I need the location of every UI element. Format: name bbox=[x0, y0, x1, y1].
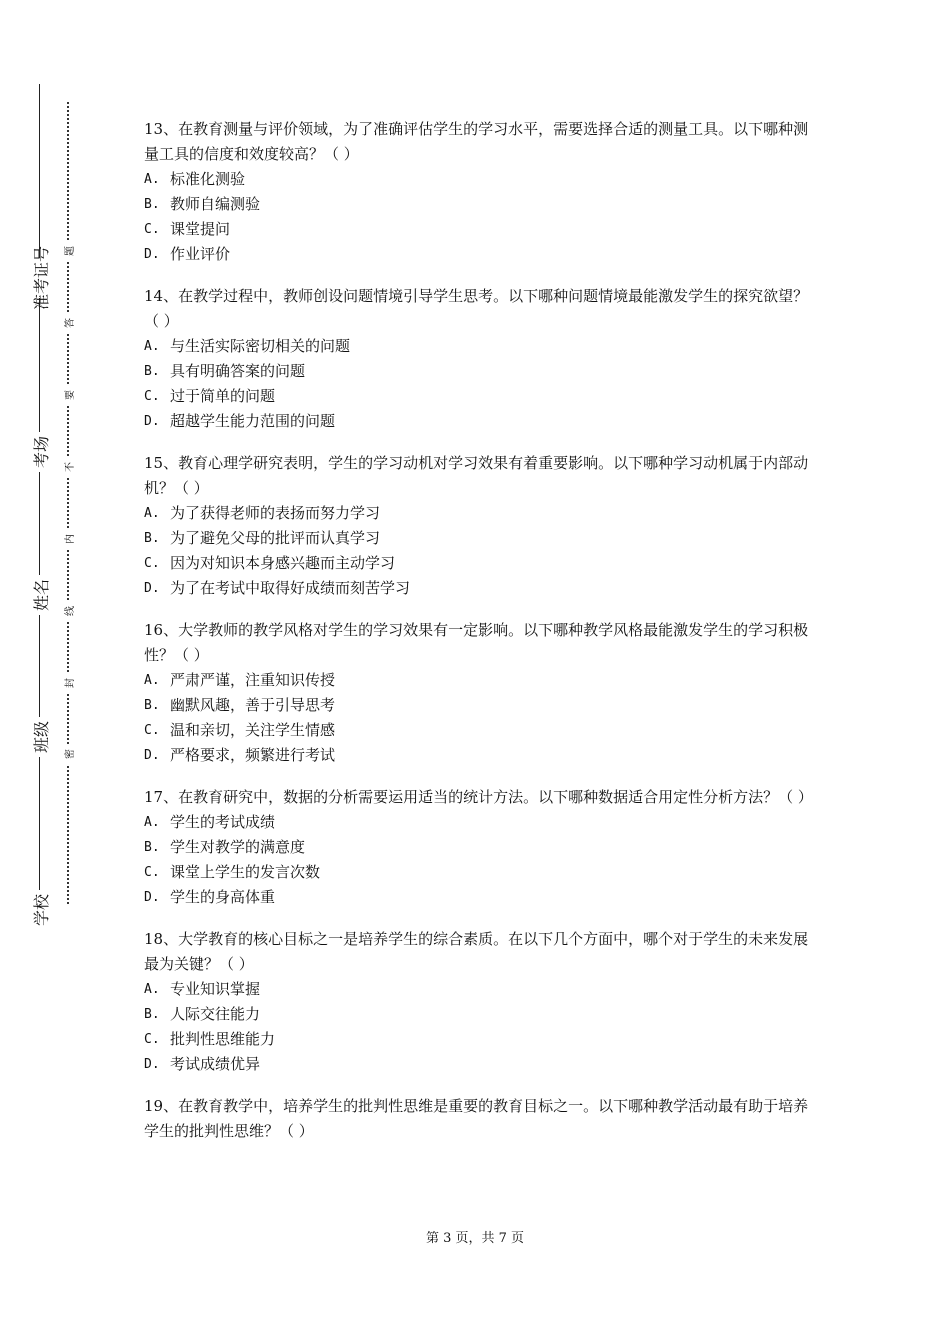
option-letter: B. bbox=[144, 698, 160, 713]
question-stem: 13、在教育测量与评价领域，为了准确评估学生的学习水平，需要选择合适的测量工具。以下哪种测量工具的信度和效度较高？（ ） bbox=[144, 120, 809, 163]
option-letter: A. bbox=[144, 339, 160, 354]
option-d bbox=[144, 1052, 810, 1077]
question-list bbox=[144, 117, 813, 1161]
question-stem: 17、在教育研究中，数据的分析需要运用适当的统计方法。以下哪种数据适合用定性分析方法？（ ） bbox=[144, 788, 813, 806]
binding-labels bbox=[20, 84, 60, 927]
option-letter: A. bbox=[144, 815, 160, 830]
name-label: 姓名 bbox=[28, 575, 52, 615]
question-18 bbox=[144, 927, 810, 1077]
school-label: 学校 bbox=[28, 890, 52, 930]
option-text: 过于简单的问题 bbox=[170, 387, 276, 405]
seal-word: 封 bbox=[61, 673, 75, 693]
option-letter: D. bbox=[144, 581, 160, 596]
option-d bbox=[144, 576, 810, 601]
option-text: 具有明确答案的问题 bbox=[170, 362, 306, 380]
option-letter: A. bbox=[144, 172, 160, 187]
option-text: 温和亲切，关注学生情感 bbox=[170, 721, 336, 739]
option-letter: B. bbox=[144, 840, 160, 855]
option-a bbox=[144, 668, 810, 693]
seal-word: 题 bbox=[61, 241, 75, 261]
question-16 bbox=[144, 618, 810, 768]
option-a bbox=[144, 167, 810, 192]
option-b bbox=[144, 359, 810, 384]
option-text: 专业知识掌握 bbox=[170, 980, 261, 998]
option-c bbox=[144, 718, 810, 743]
option-text: 为了避免父母的批评而认真学习 bbox=[170, 529, 381, 547]
option-text: 幽默风趣，善于引导思考 bbox=[170, 696, 336, 714]
question-stem: 16、大学教师的教学风格对学生的学习效果有一定影响。以下哪种教学风格最能激发学生的学习积极性？（ ） bbox=[144, 621, 809, 664]
question-15 bbox=[144, 451, 810, 601]
option-letter: D. bbox=[144, 1057, 160, 1072]
option-text: 考试成绩优异 bbox=[170, 1055, 261, 1073]
option-letter: D. bbox=[144, 247, 160, 262]
option-b bbox=[144, 192, 810, 217]
option-d bbox=[144, 885, 810, 910]
option-text: 批判性思维能力 bbox=[170, 1030, 276, 1048]
option-letter: C. bbox=[144, 556, 160, 571]
option-a bbox=[144, 334, 810, 359]
option-d bbox=[144, 743, 810, 768]
option-a bbox=[144, 810, 810, 835]
option-text: 作业评价 bbox=[170, 245, 231, 263]
question-17 bbox=[144, 785, 813, 910]
option-letter: C. bbox=[144, 1032, 160, 1047]
option-c bbox=[144, 217, 810, 242]
question-13 bbox=[144, 117, 810, 267]
option-letter: A. bbox=[144, 506, 160, 521]
option-letter: B. bbox=[144, 197, 160, 212]
question-stem: 14、在教学过程中，教师创设问题情境引导学生思考。以下哪种问题情境最能激发学生的探究欲望？（ ） bbox=[144, 287, 809, 330]
option-letter: C. bbox=[144, 865, 160, 880]
option-text: 人际交往能力 bbox=[170, 1005, 261, 1023]
option-b bbox=[144, 835, 810, 860]
question-14 bbox=[144, 284, 810, 434]
seal-word: 要 bbox=[61, 385, 75, 405]
option-b bbox=[144, 526, 810, 551]
option-letter: D. bbox=[144, 890, 160, 905]
page-footer: 第 3 页，共 7 页 bbox=[425, 1231, 525, 1246]
option-d bbox=[144, 242, 810, 267]
option-d bbox=[144, 409, 810, 434]
option-letter: B. bbox=[144, 531, 160, 546]
option-letter: A. bbox=[144, 673, 160, 688]
seal-word: 不 bbox=[61, 457, 75, 477]
option-text: 学生的考试成绩 bbox=[170, 813, 276, 831]
seal-word: 内 bbox=[61, 529, 75, 549]
seal-word: 答 bbox=[61, 313, 75, 333]
option-text: 标准化测验 bbox=[170, 170, 246, 188]
class-label: 班级 bbox=[28, 717, 52, 757]
option-letter: D. bbox=[144, 748, 160, 763]
option-letter: C. bbox=[144, 389, 160, 404]
option-c bbox=[144, 384, 810, 409]
question-stem: 19、在教育教学中，培养学生的批判性思维是重要的教育目标之一。以下哪种教学活动最有助于培养学生的批判性思维？（ ） bbox=[144, 1097, 809, 1140]
option-a bbox=[144, 977, 810, 1002]
seal-word: 密 bbox=[61, 744, 75, 764]
option-letter: B. bbox=[144, 364, 160, 379]
option-letter: C. bbox=[144, 723, 160, 738]
option-letter: A. bbox=[144, 982, 160, 997]
seal-word: 线 bbox=[61, 601, 75, 621]
option-c bbox=[144, 860, 810, 885]
option-c bbox=[144, 551, 810, 576]
question-19 bbox=[144, 1094, 810, 1144]
option-text: 为了获得老师的表扬而努力学习 bbox=[170, 504, 381, 522]
option-b bbox=[144, 693, 810, 718]
option-text: 因为对知识本身感兴趣而主动学习 bbox=[170, 554, 396, 572]
option-text: 严肃严谨，注重知识传授 bbox=[170, 671, 336, 689]
option-text: 学生对教学的满意度 bbox=[170, 838, 306, 856]
question-stem: 15、教育心理学研究表明，学生的学习动机对学习效果有着重要影响。以下哪种学习动机属于内部动机？（ ） bbox=[144, 454, 809, 497]
option-text: 课堂上学生的发言次数 bbox=[170, 863, 321, 881]
option-text: 课堂提问 bbox=[170, 220, 231, 238]
option-text: 严格要求，频繁进行考试 bbox=[170, 746, 336, 764]
option-c bbox=[144, 1027, 810, 1052]
option-letter: D. bbox=[144, 414, 160, 429]
option-text: 超越学生能力范围的问题 bbox=[170, 412, 336, 430]
option-text: 为了在考试中取得好成绩而刻苦学习 bbox=[170, 579, 411, 597]
option-a bbox=[144, 501, 810, 526]
option-text: 教师自编测验 bbox=[170, 195, 261, 213]
option-letter: C. bbox=[144, 222, 160, 237]
option-text: 学生的身高体重 bbox=[170, 888, 276, 906]
question-stem: 18、大学教育的核心目标之一是培养学生的综合素质。在以下几个方面中，哪个对于学生的未来发展最为关键？（ ） bbox=[144, 930, 809, 973]
option-b bbox=[144, 1002, 810, 1027]
seal-words bbox=[58, 102, 78, 904]
exam-room-label: 考场 bbox=[28, 432, 52, 472]
option-text: 与生活实际密切相关的问题 bbox=[170, 337, 351, 355]
option-letter: B. bbox=[144, 1007, 160, 1022]
admission-number-label: 准考证号 bbox=[28, 258, 52, 298]
